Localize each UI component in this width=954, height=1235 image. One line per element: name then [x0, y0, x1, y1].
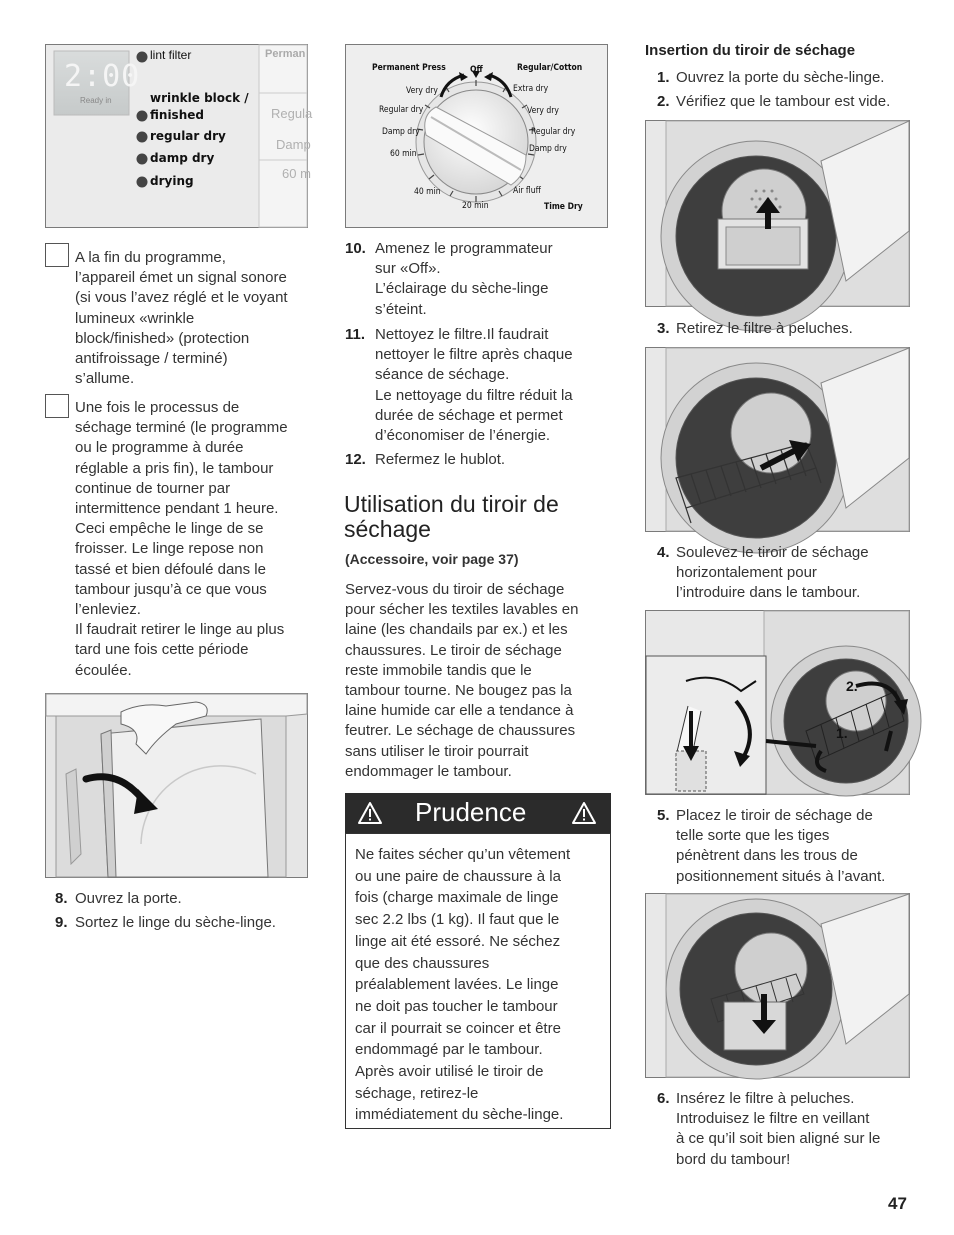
checkbox-drying-finished: [45, 394, 69, 418]
rack-insert-figure: [645, 347, 910, 532]
step-4: 4. Soulevez le tiroir de séchage horizontalement pour l’introduire dans le tambour.: [657, 544, 869, 602]
dial-extra-dry: Extra dry: [513, 84, 549, 94]
open-door-figure: [45, 693, 308, 878]
panel-right-label-3: 60 m: [282, 166, 311, 181]
step-6: 6. Insérez le filtre à peluches. Introduisez le filtre en veillant à ce qu’il soit bien aligné sur le bord du tambour!: [657, 1090, 881, 1168]
panel-damp-dry: damp dry: [150, 151, 215, 165]
checkbox-end-of-program: [45, 243, 69, 267]
dial-regular-cotton: Regular/Cotton: [517, 63, 583, 73]
step-5: 5. Placez le tiroir de séchage de telle sorte que les tiges pénètrent dans les trous de positionnement situés à l’avant.: [657, 807, 886, 885]
rack-position-figure: [645, 610, 910, 795]
panel-finished: finished: [150, 108, 204, 122]
dial-40-min: 40 min: [414, 187, 441, 197]
panel-lint-filter: lint filter: [150, 48, 192, 62]
dial-time-dry: Time Dry: [544, 202, 583, 212]
panel-drying: drying: [150, 174, 194, 188]
step-8: 8. Ouvrez la porte.: [55, 890, 182, 907]
drum-empty-figure: [645, 120, 910, 307]
program-dial-figure: [345, 44, 608, 228]
dial-very-dry-left: Very dry: [406, 86, 438, 96]
step-1: 1. Ouvrez la porte du sèche-linge.: [657, 69, 885, 86]
insertion-title: Insertion du tiroir de séchage: [645, 42, 856, 59]
end-of-program-text: A la fin du programme, l’appareil émet un signal sonore (si vous l’avez réglé et le voyant lumineux «wrinkle block/finished» (protection antifroissage / terminé) s’allume.: [75, 249, 288, 388]
panel-right-label-2: Damp: [276, 137, 311, 152]
figure-label-one: 1.: [836, 725, 848, 741]
drying-finished-text: Une fois le processus de séchage terminé (le programme ou le programme à durée réglable a pris fin), le tambour continue de tourner par intermittence pendant 1 heure. Ceci empêche le linge de se froisser. Le linge repose non tassé et bien défoulé dans le tambour jusqu’à ce que vous l’enleviez. Il faudrait retirer le linge au plus tard une fois cette période écoulée.: [75, 399, 288, 679]
dial-air-fluff: Air fluff: [513, 186, 541, 196]
caution-header: [345, 793, 611, 833]
section-title: Utilisation du tiroir de séchage: [344, 491, 559, 542]
dial-damp-dry-right: Damp dry: [529, 144, 567, 154]
caution-body: Ne faites sécher qu’un vêtement ou une paire de chaussure à la fois (charge maximale de linge sec 2.2 lbs (1 kg). Il faut que le linge ait été essoré. Ne séchez que des chaussures préalablement lavées. Le linge ne doit pas toucher le tambour car il pourrait se coincer et être endommagé par le tambour. Après avoir utilisé le tiroir de séchage, retirez-le immédiatement du sèche-linge.: [345, 833, 611, 1129]
figure-label-two: 2.: [846, 678, 858, 694]
step-2: 2. Vérifiez que le tambour est vide.: [657, 93, 891, 110]
panel-right-label-0: Perman: [265, 48, 306, 60]
step-11: 11. Nettoyez le filtre.Il faudrait nettoyer le filtre après chaque séance de séchage. Le nettoyage du filtre réduit la durée de séchage et permet d’économiser de l’énergie.: [345, 326, 573, 445]
filter-insert-figure: [645, 893, 910, 1078]
warning-icon: [357, 801, 383, 825]
panel-regular-dry: regular dry: [150, 129, 226, 143]
panel-ready-label: Ready in: [80, 96, 112, 105]
step-10: 10. Amenez le programmateur sur «Off». L’éclairage du sèche-linge s’éteint.: [345, 240, 553, 318]
caution-title: Prudence: [415, 797, 527, 827]
dial-very-dry-right: Very dry: [527, 106, 559, 116]
warning-icon: [571, 801, 597, 825]
panel-right-label-1: Regula: [271, 106, 313, 121]
control-panel-figure: [45, 44, 313, 228]
dial-permanent-press: Permanent Press: [372, 63, 446, 73]
accessory-note: (Accessoire, voir page 37): [345, 551, 519, 567]
step-12: 12. Refermez le hublot.: [345, 451, 506, 468]
step-9: 9. Sortez le linge du sèche-linge.: [55, 914, 276, 931]
dial-regular-dry-left: Regular dry: [379, 105, 424, 115]
dial-regular-dry-right: Regular dry: [531, 127, 576, 137]
page-number: 47: [888, 1194, 907, 1213]
dial-20-min: 20 min: [462, 201, 489, 211]
panel-display-time: 2:00: [64, 59, 141, 94]
dial-off-label: Off: [470, 65, 483, 75]
dial-60-min: 60 min: [390, 149, 417, 159]
dial-damp-dry-left: Damp dry: [382, 127, 420, 137]
panel-wrinkle-block: wrinkle block /: [150, 91, 249, 105]
step-3: 3. Retirez le filtre à peluches.: [657, 320, 853, 337]
drying-rack-intro: Servez-vous du tiroir de séchage pour sécher les textiles lavables en laine (les chandails par ex.) et les chaussures. Le tiroir de séchage reste immobile tandis que le tambour tourne. Ne bougez pas la laine humide car elle a tendance à feutrer. Le séchage de chaussures sans utiliser le tiroir pourrait endommager le tambour.: [345, 581, 579, 780]
